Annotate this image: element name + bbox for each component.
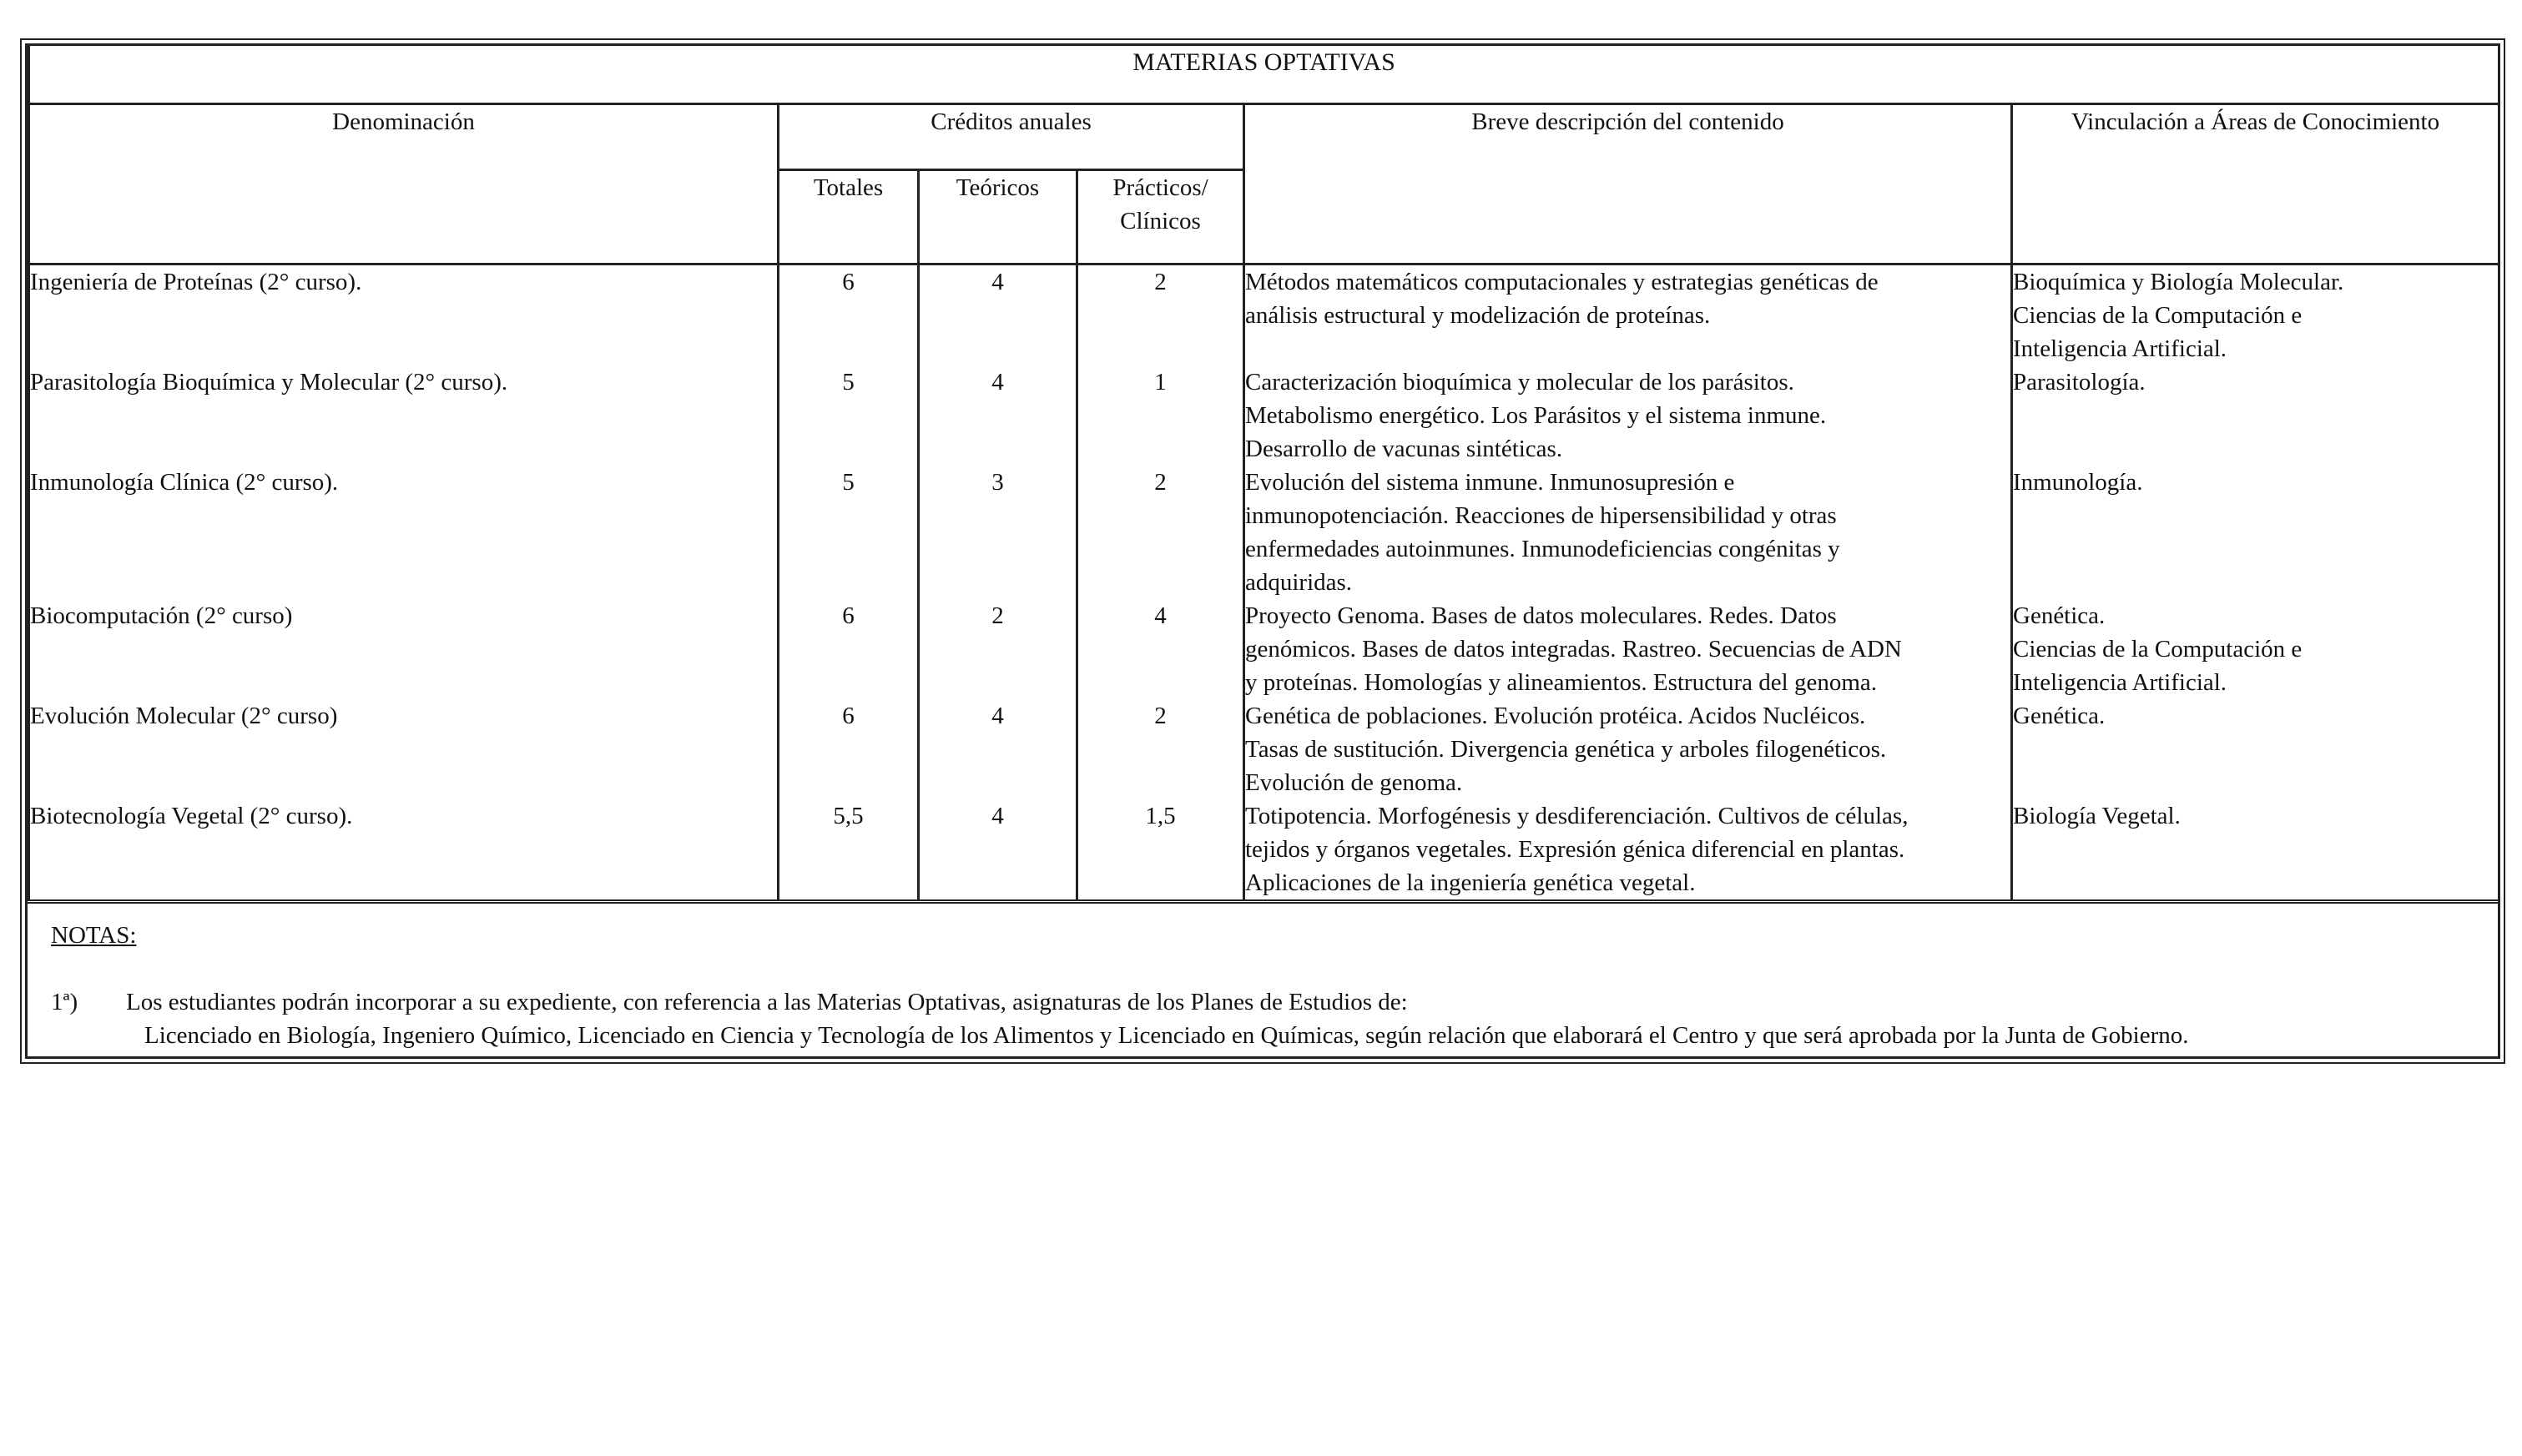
optional-subjects-table — [28, 46, 2500, 899]
credits-teoricos: 2 — [919, 599, 1077, 699]
description-line: genómicos. Bases de datos integradas. Rastreo. Secuencias de ADN — [1245, 636, 1902, 663]
table-row — [29, 264, 2499, 366]
subject-name: Parasitología Bioquímica y Molecular (2° curso). — [29, 365, 779, 466]
area-line: Inteligencia Artificial. — [2013, 335, 2227, 362]
notes-section — [28, 899, 2498, 1056]
area-line: Ciencias de la Computación e — [2013, 302, 2303, 329]
description-line: Genética de poblaciones. Evolución protéica. Acidos Nucléicos. — [1245, 703, 1866, 729]
subject-description — [1244, 599, 2012, 699]
subject-description — [1244, 799, 2012, 899]
header-practicos-line2: Clínicos — [1120, 208, 1201, 234]
description-line: Metabolismo energético. Los Parásitos y el sistema inmune. — [1245, 402, 1827, 429]
subject-name: Evolución Molecular (2° curso) — [29, 699, 779, 799]
document-frame — [25, 43, 2500, 1059]
knowledge-area — [2012, 699, 2499, 799]
header-teoricos: Teóricos — [919, 170, 1077, 264]
note-item — [51, 985, 2474, 1019]
note-number: 1ª) — [51, 989, 78, 1015]
credits-practicos: 1 — [1077, 365, 1244, 466]
table-row — [29, 599, 2499, 699]
credits-practicos: 2 — [1077, 699, 1244, 799]
description-line: Aplicaciones de la ingeniería genética vegetal. — [1245, 869, 1696, 896]
description-line: Caracterización bioquímica y molecular de los parásitos. — [1245, 369, 1794, 395]
credits-teoricos: 4 — [919, 365, 1077, 466]
credits-totales: 6 — [779, 699, 919, 799]
credits-teoricos: 4 — [919, 799, 1077, 899]
header-vinculacion: Vinculación a Áreas de Conocimiento — [2012, 104, 2499, 264]
description-line: adquiridas. — [1245, 569, 1353, 596]
description-line: tejidos y órganos vegetales. Expresión génica diferencial en plantas. — [1245, 836, 1905, 863]
subject-name: Inmunología Clínica (2° curso). — [29, 466, 779, 599]
area-line: Biología Vegetal. — [2013, 803, 2181, 829]
description-line: Métodos matemáticos computacionales y estrategias genéticas de — [1245, 269, 1879, 295]
description-line: Totipotencia. Morfogénesis y desdiferenciación. Cultivos de células, — [1245, 803, 1909, 829]
credits-practicos: 2 — [1077, 264, 1244, 366]
area-line: Genética. — [2013, 703, 2106, 729]
description-line: Desarrollo de vacunas sintéticas. — [1245, 436, 1563, 462]
knowledge-area — [2012, 466, 2499, 599]
knowledge-area — [2012, 264, 2499, 366]
credits-teoricos: 4 — [919, 264, 1077, 366]
description-line: inmunopotenciación. Reacciones de hipersensibilidad y otras — [1245, 502, 1837, 529]
credits-practicos: 1,5 — [1077, 799, 1244, 899]
description-line: Evolución del sistema inmune. Inmunosupresión e — [1245, 469, 1735, 496]
area-line: Parasitología. — [2013, 369, 2146, 395]
description-line: Evolución de genoma. — [1245, 769, 1463, 796]
header-denominacion: Denominación — [29, 104, 779, 264]
subject-description — [1244, 264, 2012, 366]
description-line: Proyecto Genoma. Bases de datos moleculares. Redes. Datos — [1245, 602, 1837, 629]
description-line: análisis estructural y modelización de proteínas. — [1245, 302, 1711, 329]
table-row — [29, 699, 2499, 799]
description-line: Tasas de sustitución. Divergencia genética y arboles filogenéticos. — [1245, 736, 1887, 763]
credits-practicos: 4 — [1077, 599, 1244, 699]
knowledge-area — [2012, 799, 2499, 899]
table-title: MATERIAS OPTATIVAS — [29, 46, 2499, 104]
subject-description — [1244, 699, 2012, 799]
subject-description — [1244, 466, 2012, 599]
credits-totales: 5 — [779, 365, 919, 466]
subject-name: Ingeniería de Proteínas (2° curso). — [29, 264, 779, 366]
knowledge-area — [2012, 599, 2499, 699]
table-row — [29, 799, 2499, 899]
credits-totales: 5,5 — [779, 799, 919, 899]
note-text-line2: Licenciado en Biología, Ingeniero Químico, Licenciado en Ciencia y Tecnología de los Alimentos y Licenciado en Químicas, según relación que elaborará el Centro y que será aprobada por la Junta de Gobierno. — [144, 1022, 2189, 1049]
note-text-line1: Los estudiantes podrán incorporar a su expediente, con referencia a las Materias Optativas, asignaturas de los Planes de Estudios de: — [126, 989, 1408, 1015]
subject-description — [1244, 365, 2012, 466]
knowledge-area — [2012, 365, 2499, 466]
description-line: y proteínas. Homologías y alineamientos. Estructura del genoma. — [1245, 669, 1878, 696]
area-line: Inmunología. — [2013, 469, 2143, 496]
table-row — [29, 365, 2499, 466]
credits-totales: 5 — [779, 466, 919, 599]
credits-practicos: 2 — [1077, 466, 1244, 599]
subject-name: Biocomputación (2° curso) — [29, 599, 779, 699]
header-practicos-line1: Prácticos/ — [1112, 174, 1208, 201]
header-practicos — [1077, 170, 1244, 264]
header-creditos-anuales: Créditos anuales — [779, 104, 1244, 170]
credits-teoricos: 4 — [919, 699, 1077, 799]
area-line: Inteligencia Artificial. — [2013, 669, 2227, 696]
area-line: Ciencias de la Computación e — [2013, 636, 2303, 663]
subject-name: Biotecnología Vegetal (2° curso). — [29, 799, 779, 899]
header-descripcion: Breve descripción del contenido — [1244, 104, 2012, 264]
area-line: Bioquímica y Biología Molecular. — [2013, 269, 2344, 295]
table-row — [29, 466, 2499, 599]
area-line: Genética. — [2013, 602, 2106, 629]
header-totales: Totales — [779, 170, 919, 264]
notes-title: NOTAS: — [51, 922, 137, 949]
description-line: enfermedades autoinmunes. Inmunodeficiencias congénitas y — [1245, 536, 1840, 562]
credits-totales: 6 — [779, 264, 919, 366]
credits-teoricos: 3 — [919, 466, 1077, 599]
credits-totales: 6 — [779, 599, 919, 699]
